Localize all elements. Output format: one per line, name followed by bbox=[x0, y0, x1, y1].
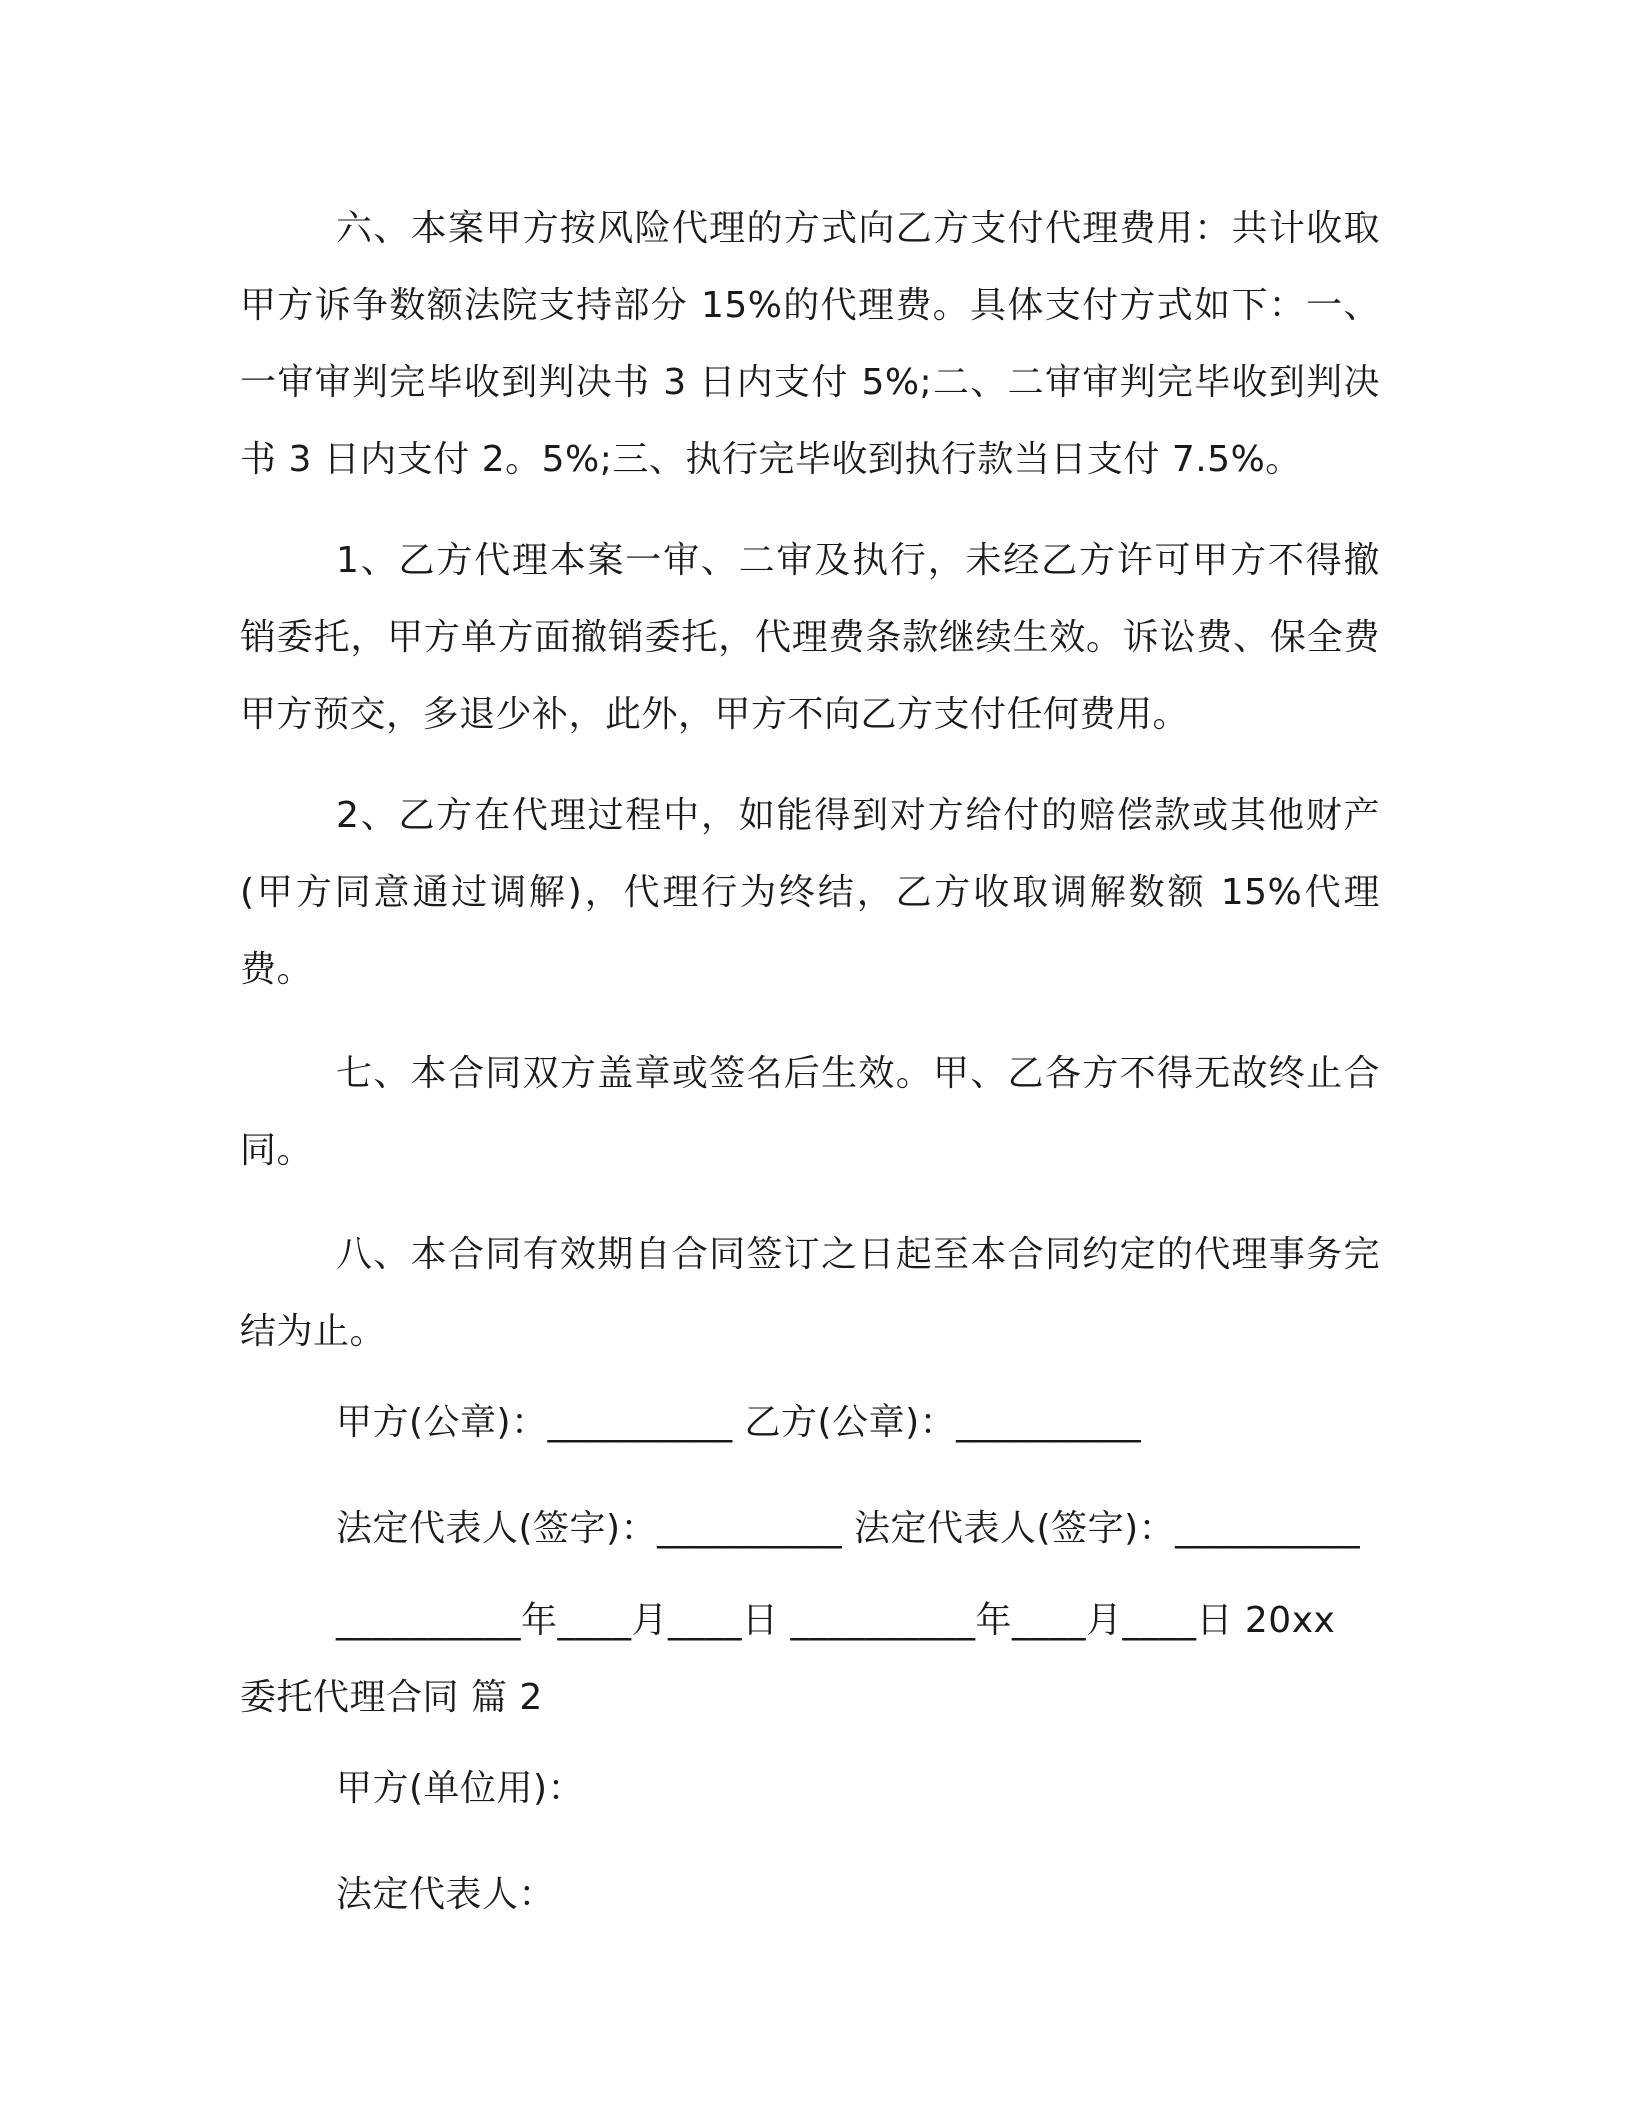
legal-rep-field: 法定代表人： bbox=[336, 1874, 556, 1915]
legal-rep-signature-line: 法定代表人(签字)：__________ 法定代表人(签字)：__________ bbox=[336, 1508, 1361, 1549]
clause-six: 六、本案甲方按风险代理的方式向乙方支付代理费用：共计收取甲方诉争数额法院支持部分 15%的代理费。具体支付方式如下：一、一审审判完毕收到判决书 3 日内支付 5%;二、二审审判完毕收到判决书 3 日内支付 2。5%;三、执行完毕收到执行款当日支付 7.5%。 bbox=[240, 208, 1380, 480]
clause-seven: 七、本合同双方盖章或签名后生效。甲、乙各方不得无故终止合同。 bbox=[240, 1053, 1380, 1171]
clause-six-item-1: 1、乙方代理本案一审、二审及执行，未经乙方许可甲方不得撤销委托，甲方单方面撤销委托，代理费条款继续生效。诉讼费、保全费甲方预交，多退少补，此外，甲方不向乙方支付任何费用。 bbox=[240, 540, 1380, 735]
clause-six-item-2: 2、乙方在代理过程中，如能得到对方给付的赔偿款或其他财产(甲方同意通过调解)，代理行为终结，乙方收取调解数额 15%代理费。 bbox=[240, 795, 1380, 990]
section-title: 委托代理合同 篇 2 bbox=[240, 1677, 543, 1718]
date-line: __________年____月____日 __________年____月____日 20xx bbox=[336, 1600, 1336, 1641]
seal-line: 甲方(公章)：__________ 乙方(公章)：__________ bbox=[336, 1402, 1142, 1443]
document-page bbox=[240, 190, 1380, 1948]
party-a-field: 甲方(单位用)： bbox=[336, 1768, 585, 1809]
clause-eight: 八、本合同有效期自合同签订之日起至本合同约定的代理事务完结为止。 bbox=[240, 1234, 1380, 1352]
